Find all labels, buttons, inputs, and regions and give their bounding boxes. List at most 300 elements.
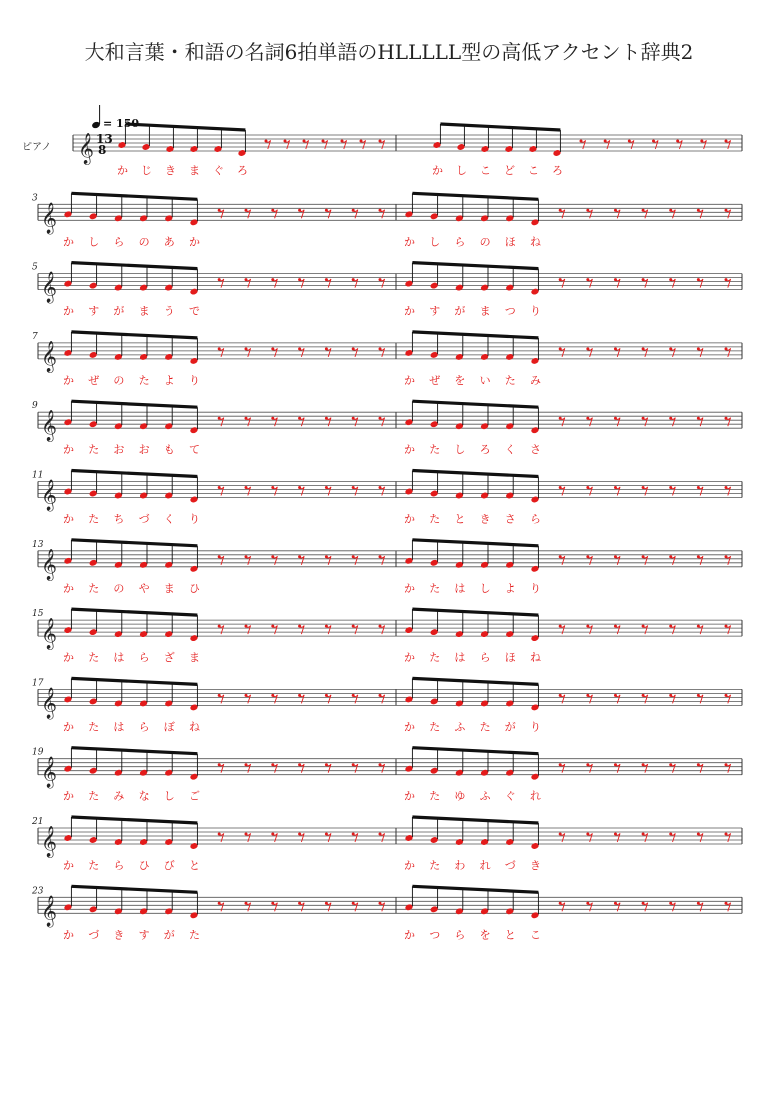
eighth-rest-icon — [614, 902, 620, 912]
eighth-rest-stroke — [219, 903, 224, 912]
lyric-syllable: か — [63, 235, 74, 249]
lyric-syllable: た — [189, 928, 200, 942]
staff-system — [38, 401, 742, 434]
eighth-rest-icon — [379, 555, 385, 565]
lyric-syllable: ね — [530, 651, 541, 665]
lyric-syllable: よ — [504, 581, 516, 595]
lyric-syllable: た — [88, 443, 100, 457]
lyric-syllable: ぜ — [429, 373, 441, 387]
lyric-syllable: を — [454, 373, 466, 387]
beam — [412, 540, 538, 546]
eighth-rest-icon — [725, 625, 731, 635]
eighth-rest-icon — [669, 902, 675, 912]
eighth-rest-icon — [614, 486, 620, 496]
lyric-syllable: ろ — [237, 164, 248, 177]
treble-clef-icon: 𝄞 — [78, 133, 94, 164]
staff-system — [38, 263, 742, 296]
eighth-rest-icon — [245, 833, 251, 843]
eighth-rest-icon — [245, 694, 251, 704]
lyric-syllable: し — [429, 235, 441, 249]
eighth-rest-icon — [586, 347, 592, 357]
lyric-syllable: は — [113, 720, 125, 734]
eighth-rest-stroke — [246, 903, 251, 912]
eighth-rest-icon — [669, 625, 675, 635]
staff-system — [38, 817, 742, 850]
eighth-rest-stroke — [353, 695, 358, 704]
eighth-rest-stroke — [726, 626, 731, 635]
eighth-rest-stroke — [560, 764, 565, 773]
lyric-syllable: き — [479, 512, 491, 526]
lyric-syllable: か — [63, 789, 74, 803]
eighth-rest-icon — [559, 902, 565, 912]
eighth-rest-stroke — [726, 348, 731, 357]
eighth-rest-stroke — [273, 279, 278, 288]
eighth-rest-icon — [697, 555, 703, 565]
lyric-syllable: ま — [163, 581, 175, 595]
lyric-syllable: が — [163, 928, 175, 942]
lyric-syllable: な — [138, 789, 150, 803]
lyric-syllable: が — [504, 720, 516, 734]
lyric-syllable: つ — [429, 928, 441, 942]
eighth-rest-icon — [352, 763, 358, 773]
eighth-rest-icon — [245, 902, 251, 912]
eighth-rest-icon — [559, 347, 565, 357]
eighth-rest-stroke — [588, 556, 593, 565]
eighth-rest-stroke — [615, 695, 620, 704]
lyric-syllable: か — [63, 651, 74, 665]
staff-system — [38, 471, 742, 504]
eighth-rest-icon — [559, 833, 565, 843]
eighth-rest-stroke — [380, 626, 385, 635]
eighth-rest-icon — [725, 694, 731, 704]
eighth-rest-icon — [614, 833, 620, 843]
eighth-rest-icon — [352, 902, 358, 912]
lyric-syllable: ひ — [138, 859, 150, 872]
eighth-rest-icon — [559, 694, 565, 704]
eighth-rest-stroke — [588, 764, 593, 773]
eighth-rest-stroke — [300, 487, 305, 496]
lyric-syllable: り — [530, 720, 541, 734]
eighth-rest-stroke — [671, 210, 676, 219]
eighth-rest-stroke — [219, 279, 224, 288]
eighth-rest-stroke — [246, 695, 251, 704]
eighth-rest-icon — [218, 486, 224, 496]
beam — [71, 540, 197, 546]
lyric-syllable: ざ — [163, 651, 175, 665]
eighth-rest-icon — [271, 694, 277, 704]
eighth-rest-icon — [642, 486, 648, 496]
eighth-rest-icon — [725, 347, 731, 357]
eighth-rest-stroke — [246, 626, 251, 635]
lyric-syllable: か — [404, 859, 415, 872]
eighth-rest-stroke — [643, 279, 648, 288]
eighth-rest-stroke — [353, 556, 358, 565]
lyric-syllable: ゆ — [454, 789, 466, 803]
eighth-rest-stroke — [380, 210, 385, 219]
eighth-rest-stroke — [671, 626, 676, 635]
eighth-rest-icon — [341, 140, 347, 150]
eighth-rest-stroke — [219, 764, 224, 773]
eighth-rest-icon — [379, 902, 385, 912]
eighth-rest-icon — [642, 833, 648, 843]
beam — [412, 609, 538, 615]
eighth-rest-icon — [352, 347, 358, 357]
eighth-rest-stroke — [643, 348, 648, 357]
lyric-syllable: み — [113, 789, 125, 803]
eighth-rest-stroke — [326, 348, 331, 357]
eighth-rest-icon — [352, 555, 358, 565]
beam — [71, 332, 197, 338]
eighth-rest-icon — [614, 278, 620, 288]
lyric-syllable: り — [530, 304, 541, 318]
staff-system — [38, 332, 742, 365]
eighth-rest-stroke — [285, 140, 290, 149]
eighth-rest-icon — [669, 278, 675, 288]
lyric-syllable: び — [163, 859, 175, 872]
eighth-rest-icon — [298, 209, 304, 219]
lyric-syllable: も — [163, 443, 175, 457]
lyric-syllable: き — [165, 164, 176, 177]
eighth-rest-icon — [325, 625, 331, 635]
eighth-rest-icon — [352, 486, 358, 496]
eighth-rest-icon — [245, 209, 251, 219]
eighth-rest-stroke — [326, 279, 331, 288]
lyric-syllable: ぼ — [163, 720, 175, 734]
eighth-rest-icon — [298, 902, 304, 912]
lyric-syllable: り — [189, 512, 200, 526]
lyric-syllable: し — [479, 581, 491, 595]
lyric-syllable: た — [88, 720, 100, 734]
eighth-rest-stroke — [560, 833, 565, 842]
eighth-rest-stroke — [643, 764, 648, 773]
eighth-rest-icon — [271, 347, 277, 357]
lyric-syllable: く — [504, 443, 516, 457]
eighth-rest-icon — [604, 140, 610, 150]
eighth-rest-stroke — [615, 279, 620, 288]
lyric-syllable: れ — [530, 789, 541, 803]
eighth-rest-icon — [245, 347, 251, 357]
eighth-rest-icon — [586, 209, 592, 219]
eighth-rest-stroke — [361, 140, 366, 149]
lyric-syllable: ぐ — [504, 789, 516, 803]
eighth-rest-stroke — [643, 487, 648, 496]
eighth-rest-stroke — [353, 903, 358, 912]
lyric-syllable: か — [404, 373, 415, 387]
eighth-rest-icon — [586, 278, 592, 288]
eighth-rest-stroke — [300, 279, 305, 288]
eighth-rest-stroke — [560, 348, 565, 357]
beam — [412, 332, 538, 338]
eighth-rest-icon — [642, 625, 648, 635]
eighth-rest-stroke — [726, 833, 731, 842]
eighth-rest-stroke — [300, 210, 305, 219]
eighth-rest-icon — [245, 486, 251, 496]
eighth-rest-stroke — [380, 903, 385, 912]
eighth-rest-stroke — [726, 140, 731, 149]
eighth-rest-stroke — [380, 140, 385, 149]
eighth-rest-stroke — [219, 487, 224, 496]
eighth-rest-icon — [245, 625, 251, 635]
lyric-syllable: ほ — [504, 651, 516, 665]
eighth-rest-icon — [271, 278, 277, 288]
measure-number: 17 — [32, 678, 44, 689]
lyric-syllable: た — [429, 789, 441, 803]
eighth-rest-icon — [245, 417, 251, 427]
eighth-rest-stroke — [698, 487, 703, 496]
eighth-rest-stroke — [380, 764, 385, 773]
eighth-rest-icon — [652, 140, 658, 150]
eighth-rest-icon — [271, 763, 277, 773]
eighth-rest-stroke — [702, 140, 707, 149]
eighth-rest-icon — [325, 278, 331, 288]
lyric-syllable: と — [189, 859, 200, 872]
lyric-syllable: の — [113, 373, 125, 387]
eighth-rest-stroke — [560, 556, 565, 565]
eighth-rest-icon — [642, 694, 648, 704]
staff-system — [38, 748, 742, 781]
eighth-rest-stroke — [380, 418, 385, 427]
eighth-rest-icon — [586, 555, 592, 565]
eighth-rest-icon — [700, 140, 706, 150]
beam — [412, 748, 538, 754]
eighth-rest-icon — [271, 486, 277, 496]
eighth-rest-stroke — [219, 210, 224, 219]
beam — [71, 263, 197, 269]
eighth-rest-icon — [218, 694, 224, 704]
eighth-rest-stroke — [643, 903, 648, 912]
eighth-rest-icon — [697, 833, 703, 843]
eighth-rest-stroke — [273, 418, 278, 427]
lyric-syllable: ま — [479, 304, 491, 318]
beam — [125, 124, 245, 130]
lyric-syllable: つ — [504, 304, 516, 318]
lyric-syllable: お — [113, 443, 125, 457]
eighth-rest-icon — [352, 209, 358, 219]
eighth-rest-icon — [725, 486, 731, 496]
lyric-syllable: か — [432, 164, 443, 177]
eighth-rest-stroke — [698, 418, 703, 427]
eighth-rest-stroke — [219, 348, 224, 357]
eighth-rest-stroke — [246, 279, 251, 288]
eighth-rest-icon — [218, 278, 224, 288]
lyric-syllable: の — [479, 235, 491, 249]
treble-clef-icon: 𝄞 — [41, 687, 57, 719]
lyric-syllable: こ — [480, 164, 491, 177]
eighth-rest-icon — [642, 417, 648, 427]
eighth-rest-stroke — [273, 210, 278, 219]
measure-number: 21 — [32, 817, 44, 827]
lyric-syllable: か — [404, 928, 415, 942]
lyric-syllable: と — [504, 928, 516, 942]
eighth-rest-stroke — [353, 833, 358, 842]
eighth-rest-stroke — [246, 556, 251, 565]
lyric-syllable: し — [163, 789, 175, 803]
lyric-syllable: か — [117, 164, 128, 177]
eighth-rest-icon — [697, 486, 703, 496]
measure-number: 7 — [32, 331, 38, 342]
eighth-rest-stroke — [615, 764, 620, 773]
eighth-rest-stroke — [560, 487, 565, 496]
eighth-rest-stroke — [273, 903, 278, 912]
eighth-rest-icon — [669, 417, 675, 427]
beam — [412, 471, 538, 477]
eighth-rest-icon — [325, 763, 331, 773]
lyric-syllable: ね — [530, 235, 541, 249]
eighth-rest-stroke — [560, 210, 565, 219]
eighth-rest-icon — [218, 902, 224, 912]
eighth-rest-stroke — [326, 418, 331, 427]
eighth-rest-stroke — [615, 903, 620, 912]
eighth-rest-icon — [298, 555, 304, 565]
eighth-rest-icon — [218, 625, 224, 635]
eighth-rest-icon — [298, 833, 304, 843]
eighth-rest-stroke — [698, 626, 703, 635]
lyric-syllable: ま — [189, 164, 200, 177]
eighth-rest-icon — [325, 347, 331, 357]
staff-system — [38, 193, 742, 226]
eighth-rest-icon — [642, 278, 648, 288]
eighth-rest-stroke — [588, 903, 593, 912]
eighth-rest-icon — [325, 833, 331, 843]
eighth-rest-stroke — [560, 626, 565, 635]
eighth-rest-stroke — [353, 210, 358, 219]
eighth-rest-icon — [697, 694, 703, 704]
measure-number: 5 — [32, 262, 38, 273]
beam — [412, 263, 538, 269]
eighth-rest-stroke — [698, 833, 703, 842]
lyric-syllable: れ — [479, 859, 491, 872]
eighth-rest-icon — [303, 140, 309, 150]
eighth-rest-icon — [586, 763, 592, 773]
eighth-rest-stroke — [560, 903, 565, 912]
eighth-rest-icon — [379, 347, 385, 357]
eighth-rest-icon — [298, 763, 304, 773]
eighth-rest-icon — [669, 347, 675, 357]
eighth-rest-stroke — [629, 140, 634, 149]
eighth-rest-stroke — [615, 556, 620, 565]
eighth-rest-icon — [669, 555, 675, 565]
eighth-rest-icon — [559, 625, 565, 635]
lyric-syllable: た — [88, 512, 100, 526]
lyric-syllable: が — [454, 304, 466, 318]
eighth-rest-stroke — [353, 626, 358, 635]
lyric-syllable: さ — [530, 443, 541, 457]
eighth-rest-stroke — [588, 695, 593, 704]
eighth-rest-icon — [218, 347, 224, 357]
eighth-rest-icon — [298, 694, 304, 704]
eighth-rest-icon — [352, 833, 358, 843]
eighth-rest-stroke — [353, 764, 358, 773]
eighth-rest-stroke — [246, 210, 251, 219]
treble-clef-icon: 𝄞 — [41, 410, 57, 442]
eighth-rest-icon — [271, 833, 277, 843]
eighth-rest-stroke — [615, 210, 620, 219]
eighth-rest-stroke — [643, 626, 648, 635]
eighth-rest-icon — [379, 625, 385, 635]
eighth-rest-icon — [271, 625, 277, 635]
eighth-rest-stroke — [588, 210, 593, 219]
eighth-rest-icon — [614, 347, 620, 357]
eighth-rest-stroke — [353, 418, 358, 427]
lyric-syllable: ご — [189, 789, 200, 803]
eighth-rest-stroke — [671, 348, 676, 357]
eighth-rest-icon — [697, 763, 703, 773]
eighth-rest-stroke — [726, 418, 731, 427]
eighth-rest-stroke — [273, 626, 278, 635]
eighth-rest-stroke — [300, 764, 305, 773]
lyric-syllable: さ — [504, 512, 516, 526]
eighth-rest-icon — [325, 486, 331, 496]
lyric-syllable: か — [404, 235, 415, 249]
eighth-rest-stroke — [273, 487, 278, 496]
lyric-syllable: を — [479, 928, 491, 942]
eighth-rest-stroke — [246, 833, 251, 842]
eighth-rest-stroke — [615, 626, 620, 635]
staff-system — [38, 886, 742, 919]
eighth-rest-icon — [298, 278, 304, 288]
lyric-syllable: た — [88, 859, 100, 872]
measure-number: 11 — [32, 470, 44, 481]
eighth-rest-icon — [725, 763, 731, 773]
lyric-syllable: ほ — [504, 235, 516, 249]
eighth-rest-icon — [352, 694, 358, 704]
beam — [440, 124, 560, 130]
eighth-rest-stroke — [588, 833, 593, 842]
eighth-rest-stroke — [342, 140, 347, 149]
lyric-syllable: た — [504, 373, 516, 387]
eighth-rest-stroke — [726, 764, 731, 773]
eighth-rest-icon — [271, 555, 277, 565]
eighth-rest-icon — [725, 209, 731, 219]
measure-number: 15 — [32, 609, 44, 620]
eighth-rest-stroke — [560, 695, 565, 704]
eighth-rest-icon — [245, 278, 251, 288]
eighth-rest-icon — [325, 417, 331, 427]
lyric-syllable: た — [88, 651, 100, 665]
eighth-rest-icon — [352, 278, 358, 288]
eighth-rest-stroke — [588, 279, 593, 288]
eighth-rest-icon — [628, 140, 634, 150]
lyric-syllable: り — [189, 373, 200, 387]
eighth-rest-icon — [676, 140, 682, 150]
lyric-syllable: ろ — [479, 443, 491, 457]
eighth-rest-stroke — [273, 348, 278, 357]
eighth-rest-icon — [725, 902, 731, 912]
lyric-syllable: ろ — [552, 164, 563, 177]
treble-clef-icon: 𝄞 — [41, 895, 57, 927]
eighth-rest-icon — [725, 140, 731, 150]
eighth-rest-icon — [697, 209, 703, 219]
treble-clef-icon: 𝄞 — [41, 548, 57, 580]
lyric-syllable: き — [113, 928, 125, 942]
eighth-rest-icon — [379, 694, 385, 704]
lyric-syllable: か — [404, 789, 415, 803]
measure-number: 23 — [32, 886, 44, 897]
eighth-rest-icon — [325, 694, 331, 704]
eighth-rest-stroke — [560, 279, 565, 288]
staff-system — [38, 609, 742, 642]
eighth-rest-stroke — [671, 487, 676, 496]
eighth-rest-stroke — [353, 487, 358, 496]
eighth-rest-icon — [559, 486, 565, 496]
lyric-syllable: ま — [138, 304, 150, 318]
eighth-rest-stroke — [326, 626, 331, 635]
eighth-rest-icon — [379, 140, 385, 150]
eighth-rest-stroke — [273, 833, 278, 842]
eighth-rest-stroke — [588, 348, 593, 357]
eighth-rest-stroke — [326, 487, 331, 496]
instrument-label: ピアノ — [22, 142, 52, 153]
